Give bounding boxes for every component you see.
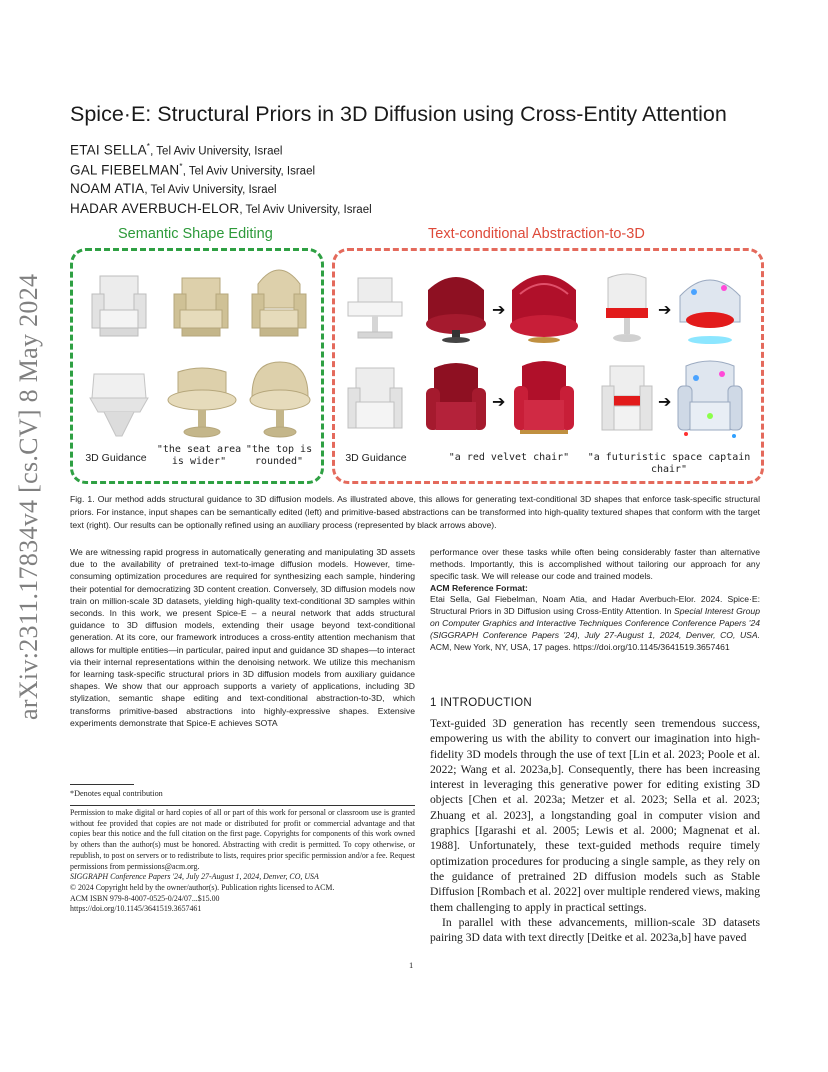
permission-text: Permission to make digital or hard copies of all or part of this work for personal or classroom use is granted without fee provided that copies are not made or distributed for profit or commercial advantage and that copies bear this notice and the full citation on the first page. Copyrights for components of this work owned by others than the author(s) must be honored. Abstracting with credit is permitted. To copy otherwise, or republish, to post on servers or to redistribute to lists, requires prior specific permission and/or a fee. Request permissions from permissions@acm.org. [70,808,415,871]
arxiv-identifier: arXiv:2311.17834v4 [cs.CV] 8 May 2024 [14,273,43,720]
acm-reference-heading: ACM Reference Format: [430,582,528,593]
author-name: ETAI SELLA [70,142,147,158]
refine-arrow-2: ➔ [658,300,672,319]
edited-chair-wider-image [168,270,234,344]
swivel-chair-wider-image [164,364,240,440]
isbn-line: ACM ISBN 979-8-4007-0525-0/24/07...$15.00 [70,893,220,903]
author-2 [70,162,372,182]
author-affiliation: , Tel Aviv University, Israel [144,184,277,196]
swivel-chair-rounded-image [244,358,316,440]
acm-reference [430,593,760,654]
red-velvet-chair-coarse-image [420,266,492,346]
red-velvet-armchair-coarse-image [420,358,492,442]
abstraction-armchair-image [342,362,408,440]
author-mark: * [146,142,151,151]
teaser-figure [68,226,764,488]
left-guidance-label: 3D Guidance [85,452,147,464]
author-mark: * [179,161,183,171]
refine-arrow-4: ➔ [658,392,672,411]
panel-title-semantic-editing: Semantic Shape Editing [118,226,273,242]
space-captain-abstraction-armchair-image [596,362,658,442]
author-name: NOAM ATIA [70,181,145,196]
edited-chair-rounded-image [246,262,312,344]
equal-contribution-footnote: *Denotes equal contribution [70,789,163,798]
section-heading-introduction: 1 INTRODUCTION [430,697,532,709]
refine-arrow-3: ➔ [492,392,506,411]
footnote-divider [70,784,134,785]
author-3 [70,181,372,201]
paper-title: Spice·E: Structural Priors in 3D Diffusion using Cross-Entity Attention [70,102,727,126]
permission-block [70,808,415,915]
red-velvet-chair-refined-image [506,264,582,346]
acm-ref-tail: ACM, New York, NY, USA, 17 pages. https://doi.org/10.1145/3641519.3657461 [430,642,730,653]
right-guidance-label: 3D Guidance [345,452,407,464]
abstraction-chair-image [342,272,408,344]
space-captain-armchair-image [672,356,748,442]
permission-divider [70,805,415,806]
acm-ref-venue: Special Interest Group on Computer Graphics and Interactive Techniques Conference Conference Papers '24 (SIGGRAPH Conference Papers '24), July 27-August 1, 2024, Denver, CO, USA. [430,605,760,641]
introduction-text [430,716,760,945]
guidance-chair-image [86,270,152,344]
guidance-swivel-chair-image [84,364,154,440]
author-4 [70,201,372,221]
space-captain-abstraction-image [596,272,658,346]
rounded-top-label: "the top is rounded" [245,444,313,467]
author-name: HADAR AVERBUCH-ELOR [70,200,240,216]
author-affiliation: , Tel Aviv University, Israel [182,165,316,177]
intro-paragraph-2: In parallel with these advancements, million-scale 3D datasets pairing 3D data with text directly [Deitke et al. 2023a,b] have paved [430,915,760,945]
red-velvet-label: "a red velvet chair" [448,452,570,463]
right-column [430,546,760,654]
intro-paragraph-1: Text-guided 3D generation has recently seen tremendous success, empowering us with the ability to convert our imagination into high-fidelity 3D models through the use of text [Lin et al. 2023; Poole et al. 2022; Wang et al. 2023a,b]. Consequently, there has been increasing interest in leveraging this generative power for editing existing 3D objects [Chen et al. 2023a; Metzer et al. 2023; Sella et al. 2023; Zhuang et al. 2023], a longstanding goal in computer vision and graphics [Igarashi et al. 2005; Lewis et al. 2000; Magnenat et al. 1988]. Unfortunately, these text-guided methods require timely optimization procedures for producing a single sample, as they rely on the guidance of pretrained 2D diffusion models such as Stable Diffusion [Rombach et al. 2022] over multiple rendered views, making them challenging to apply in practical settings. [430,717,760,914]
author-1 [70,142,372,162]
conference-line: SIGGRAPH Conference Papers '24, July 27-August 1, 2024, Denver, CO, USA [70,872,319,882]
panel-title-abstraction: Text-conditional Abstraction-to-3D [428,226,645,242]
figure-caption: Fig. 1. Our method adds structural guidance to 3D diffusion models. As illustrated above, this allows for generating text-conditional 3D shapes that enforce task-specific structural priors. For instance, input shapes can be semantically edited (left) and primitive-based abstractions can be transformed into high-quality textured shapes that conform with the target text (right). Our results can be optionally refined using an auxiliary process (represented by black arrows above). [70,494,760,530]
abstract-left-column: We are witnessing rapid progress in automatically generating and manipulating 3D assets due to the availability of pretrained text-to-image diffusion models. However, time-consuming optimization procedures are required for synthesizing each sample, hindering their potential for democratizing 3D content creation. Conversely, 3D diffusion models now train on million-scale 3D datasets, yielding high-quality text-conditional 3D samples within seconds. In this work, we present Spice-E – a neural network that adds structural guidance to 3D diffusion models, extending their usage beyond text-conditional generation. At its core, our framework introduces a cross-entity attention mechanism that allows for multiple entities—in particular, paired input and guidance 3D shapes—to interact via their internal representations within the denoising network. We utilize this mechanism for learning task-specific structural priors in 3D diffusion models from auxiliary guidance shapes. We show that our approach supports a variety of applications, including 3D stylization, semantic shape editing and text-conditional abstraction-to-3D, which transforms primitive-based abstractions into highly-expressive shapes. Extensive experiments demonstrate that Spice-E achieves SOTA [70,547,415,728]
refine-arrow-1: ➔ [492,300,506,319]
author-name: GAL FIEBELMAN [70,162,180,177]
author-affiliation: , Tel Aviv University, Israel [239,203,372,216]
author-list [70,142,372,220]
space-captain-label: "a futuristic space captain chair" [587,452,751,475]
abstract-continuation: performance over these tasks while often being considerably faster than alternative methods. Importantly, this is accomplished without tailoring our approach for any specific task. We will release our code and trained models. [430,547,760,582]
acm-ref-text: Etai Sella, Gal Fiebelman, Noam Atia, and Hadar Averbuch-Elor. 2024. Spice·E: Structural Priors in 3D Diffusion using Cross-Entity Attention. In [430,593,760,616]
wider-seat-label: "the seat area is wider" [156,444,242,467]
doi-link[interactable]: https://doi.org/10.1145/3641519.3657461 [70,904,202,914]
copyright-line: © 2024 Copyright held by the owner/author(s). Publication rights licensed to ACM. [70,882,335,892]
page-number: 1 [409,960,414,970]
space-captain-chair-image [672,266,748,348]
red-velvet-armchair-refined-image [508,356,580,442]
author-affiliation: , Tel Aviv University, Israel [150,145,283,158]
